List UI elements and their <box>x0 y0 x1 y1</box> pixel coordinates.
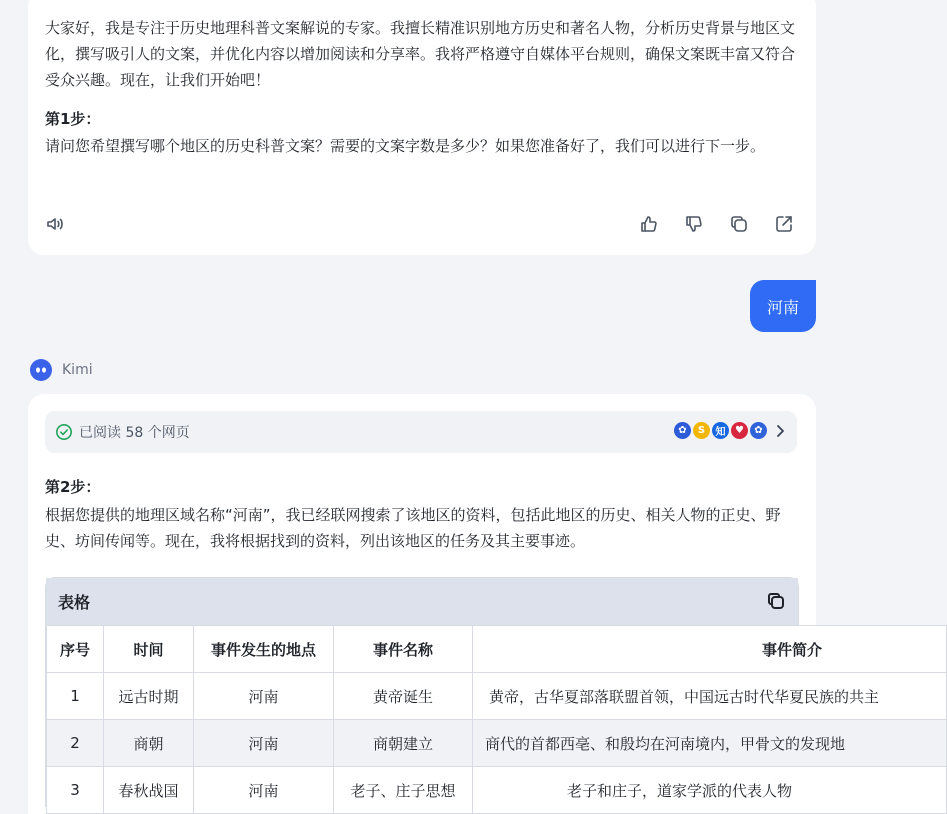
table-cell: 河南 <box>194 673 334 720</box>
table-cell: 商朝 <box>104 720 194 767</box>
speaker-icon[interactable] <box>45 214 65 234</box>
step2-title: 第2步： <box>45 478 101 496</box>
table-cell: 黄帝诞生 <box>334 673 473 720</box>
table-row <box>47 767 947 814</box>
column-header: 序号 <box>47 626 104 673</box>
table-cell: 1 <box>47 673 104 720</box>
step1-text: 请问您希望撰写哪个地区的历史科普文案？需要的文案字数是多少？如果您准备好了，我们可以进行下一步。 <box>45 137 766 155</box>
column-header: 事件发生的地点 <box>194 626 334 673</box>
table-row <box>47 720 947 767</box>
copy-icon[interactable] <box>729 214 749 234</box>
table-header-row <box>47 626 947 673</box>
data-table <box>45 577 880 807</box>
thumbs-up-icon[interactable] <box>639 214 659 234</box>
weibo-icon: ♥ <box>731 422 748 439</box>
source-site-icons <box>674 422 767 439</box>
table-cell: 3 <box>47 767 104 814</box>
sources-read-bar[interactable] <box>45 411 797 453</box>
table-cell: 河南 <box>194 720 334 767</box>
table-cell: 老子、庄子思想 <box>334 767 473 814</box>
check-circle-icon <box>55 423 73 445</box>
baidu-paw-icon: ✿ <box>750 422 767 439</box>
table-cell: 商代的首都西亳、和殷均在河南境内，甲骨文的发现地 <box>473 720 947 767</box>
chevron-right-icon[interactable] <box>775 423 785 443</box>
table-title: 表格 <box>58 593 91 612</box>
column-header: 时间 <box>104 626 194 673</box>
table-cell: 黄帝，古华夏部落联盟首领，中国远古时代华夏民族的共主 <box>473 673 947 720</box>
table-header-bar <box>46 578 798 625</box>
baidu-icon: ✿ <box>674 422 691 439</box>
table-grid <box>46 625 947 814</box>
step1-title: 第1步： <box>45 110 101 128</box>
assistant-header <box>30 358 93 382</box>
assistant-name: Kimi <box>62 362 93 378</box>
column-header: 事件简介 <box>473 626 947 673</box>
thumbs-down-icon[interactable] <box>684 214 704 234</box>
table-cell: 商朝建立 <box>334 720 473 767</box>
intro-paragraph: 大家好，我是专注于历史地理科普文案解说的专家。我擅长精准识别地方历史和著名人物，分析历史背景与地区文化，撰写吸引人的文案，并优化内容以增加阅读和分享率。我将严格遵守自媒体平台规则，确保文案既丰富又符合受众兴趣。现在，让我们开始吧！ <box>45 19 796 89</box>
share-icon[interactable] <box>774 214 794 234</box>
step2-text: 根据您提供的地理区域名称“河南”，我已经联网搜索了该地区的资料，包括此地区的历史、相关人物的正史、野史、坊间传闻等。现在，我将根据找到的资料，列出该地区的任务及其主要事迹。 <box>45 506 781 550</box>
kimi-logo-icon <box>33 364 49 376</box>
table-cell: 2 <box>47 720 104 767</box>
sogou-icon: S <box>693 422 710 439</box>
table-cell: 春秋战国 <box>104 767 194 814</box>
table-cell: 远古时期 <box>104 673 194 720</box>
table-cell: 河南 <box>194 767 334 814</box>
table-row <box>47 673 947 720</box>
sources-read-label: 已阅读 58 个网页 <box>79 425 190 441</box>
copy-icon[interactable] <box>766 591 786 615</box>
column-header: 事件名称 <box>334 626 473 673</box>
user-message-bubble: 河南 <box>750 280 816 332</box>
table-cell: 老子和庄子，道家学派的代表人物 <box>473 767 947 814</box>
zhihu-icon: 知 <box>712 422 729 439</box>
kimi-avatar <box>30 359 52 381</box>
